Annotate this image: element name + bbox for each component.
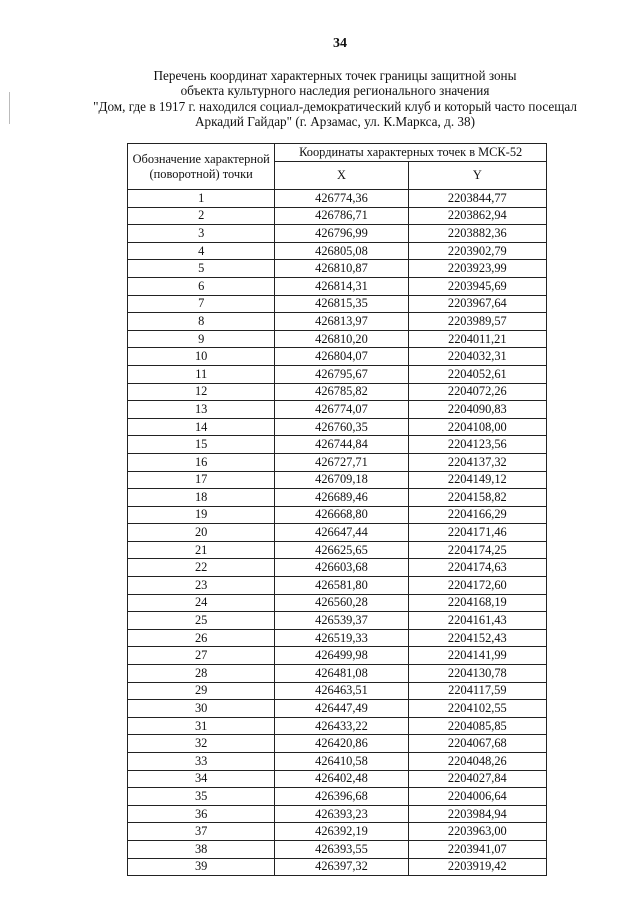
y-coordinate-cell: 2203844,77 bbox=[408, 190, 546, 208]
y-coordinate-cell: 2204102,55 bbox=[408, 700, 546, 718]
table-row bbox=[128, 506, 547, 524]
table-row bbox=[128, 594, 547, 612]
point-number-cell: 21 bbox=[128, 541, 275, 559]
x-coordinate-cell: 426760,35 bbox=[275, 418, 408, 436]
table-row bbox=[128, 295, 547, 313]
x-coordinate-cell: 426744,84 bbox=[275, 436, 408, 454]
table-row bbox=[128, 577, 547, 595]
x-coordinate-cell: 426813,97 bbox=[275, 313, 408, 331]
table-row bbox=[128, 207, 547, 225]
table-row bbox=[128, 330, 547, 348]
table-row bbox=[128, 524, 547, 542]
x-coordinate-cell: 426785,82 bbox=[275, 383, 408, 401]
table-row bbox=[128, 559, 547, 577]
point-column-header: Обозначение характерной (поворотной) точки bbox=[128, 144, 275, 190]
point-number-cell: 12 bbox=[128, 383, 275, 401]
point-number-cell: 5 bbox=[128, 260, 275, 278]
x-coordinate-cell: 426603,68 bbox=[275, 559, 408, 577]
x-coordinate-cell: 426393,23 bbox=[275, 805, 408, 823]
title-line: Перечень координат характерных точек границы защитной зоны bbox=[153, 68, 517, 83]
y-coordinate-cell: 2204149,12 bbox=[408, 471, 546, 489]
title-line: объекта культурного наследия регионального значения bbox=[180, 83, 490, 99]
table-row bbox=[128, 700, 547, 718]
x-coordinate-cell: 426804,07 bbox=[275, 348, 408, 366]
x-coordinate-cell: 426810,87 bbox=[275, 260, 408, 278]
x-coordinate-cell: 426397,32 bbox=[275, 858, 408, 876]
y-coordinate-cell: 2204161,43 bbox=[408, 612, 546, 630]
table-row bbox=[128, 242, 547, 260]
point-number-cell: 35 bbox=[128, 788, 275, 806]
y-coordinate-cell: 2204108,00 bbox=[408, 418, 546, 436]
table-row bbox=[128, 770, 547, 788]
y-coordinate-cell: 2204117,59 bbox=[408, 682, 546, 700]
y-coordinate-cell: 2204174,25 bbox=[408, 541, 546, 559]
point-number-cell: 33 bbox=[128, 753, 275, 771]
point-number-cell: 7 bbox=[128, 295, 275, 313]
x-coordinate-cell: 426647,44 bbox=[275, 524, 408, 542]
table-row bbox=[128, 840, 547, 858]
y-coordinate-cell: 2203923,99 bbox=[408, 260, 546, 278]
table-row bbox=[128, 365, 547, 383]
table-row bbox=[128, 805, 547, 823]
table-row bbox=[128, 190, 547, 208]
coordinates-column-header: Координаты характерных точек в МСК-52 bbox=[275, 144, 547, 162]
point-number-cell: 13 bbox=[128, 401, 275, 419]
y-coordinate-cell: 2203919,42 bbox=[408, 858, 546, 876]
table-row bbox=[128, 453, 547, 471]
point-number-cell: 30 bbox=[128, 700, 275, 718]
y-coordinate-cell: 2203902,79 bbox=[408, 242, 546, 260]
point-number-cell: 3 bbox=[128, 225, 275, 243]
point-number-cell: 17 bbox=[128, 471, 275, 489]
point-number-cell: 1 bbox=[128, 190, 275, 208]
y-coordinate-cell: 2204130,78 bbox=[408, 665, 546, 683]
y-coordinate-cell: 2204158,82 bbox=[408, 489, 546, 507]
x-coordinate-cell: 426420,86 bbox=[275, 735, 408, 753]
point-number-cell: 38 bbox=[128, 840, 275, 858]
point-number-cell: 16 bbox=[128, 453, 275, 471]
x-coordinate-cell: 426433,22 bbox=[275, 717, 408, 735]
table-row bbox=[128, 717, 547, 735]
x-coordinate-cell: 426796,99 bbox=[275, 225, 408, 243]
point-number-cell: 9 bbox=[128, 330, 275, 348]
point-number-cell: 32 bbox=[128, 735, 275, 753]
point-number-cell: 6 bbox=[128, 277, 275, 295]
x-coordinate-cell: 426774,36 bbox=[275, 190, 408, 208]
y-coordinate-cell: 2204166,29 bbox=[408, 506, 546, 524]
x-coordinate-cell: 426392,19 bbox=[275, 823, 408, 841]
y-coordinate-cell: 2204168,19 bbox=[408, 594, 546, 612]
x-coordinate-cell: 426625,65 bbox=[275, 541, 408, 559]
x-coordinate-cell: 426786,71 bbox=[275, 207, 408, 225]
x-coordinate-cell: 426396,68 bbox=[275, 788, 408, 806]
point-number-cell: 24 bbox=[128, 594, 275, 612]
table-row bbox=[128, 665, 547, 683]
y-coordinate-cell: 2203882,36 bbox=[408, 225, 546, 243]
point-number-cell: 20 bbox=[128, 524, 275, 542]
coordinates-table bbox=[127, 143, 547, 876]
table-row bbox=[128, 541, 547, 559]
y-coordinate-cell: 2203963,00 bbox=[408, 823, 546, 841]
x-coordinate-cell: 426447,49 bbox=[275, 700, 408, 718]
point-number-cell: 22 bbox=[128, 559, 275, 577]
point-number-cell: 19 bbox=[128, 506, 275, 524]
table-row bbox=[128, 313, 547, 331]
table-row bbox=[128, 471, 547, 489]
scan-margin-mark bbox=[9, 92, 10, 124]
table-row bbox=[128, 436, 547, 454]
table-row bbox=[128, 858, 547, 876]
table-row bbox=[128, 383, 547, 401]
x-coordinate-cell: 426519,33 bbox=[275, 629, 408, 647]
table-body bbox=[128, 190, 547, 876]
x-coordinate-cell: 426727,71 bbox=[275, 453, 408, 471]
x-coordinate-cell: 426774,07 bbox=[275, 401, 408, 419]
y-coordinate-cell: 2204174,63 bbox=[408, 559, 546, 577]
point-number-cell: 31 bbox=[128, 717, 275, 735]
point-number-cell: 39 bbox=[128, 858, 275, 876]
x-coordinate-cell: 426815,35 bbox=[275, 295, 408, 313]
x-coordinate-cell: 426810,20 bbox=[275, 330, 408, 348]
x-coordinate-cell: 426560,28 bbox=[275, 594, 408, 612]
y-coordinate-cell: 2203862,94 bbox=[408, 207, 546, 225]
y-coordinate-cell: 2203941,07 bbox=[408, 840, 546, 858]
y-column-header: Y bbox=[408, 162, 546, 190]
table-row bbox=[128, 418, 547, 436]
point-number-cell: 10 bbox=[128, 348, 275, 366]
point-number-cell: 11 bbox=[128, 365, 275, 383]
x-coordinate-cell: 426581,80 bbox=[275, 577, 408, 595]
x-coordinate-cell: 426795,67 bbox=[275, 365, 408, 383]
point-number-cell: 26 bbox=[128, 629, 275, 647]
y-coordinate-cell: 2204090,83 bbox=[408, 401, 546, 419]
point-number-cell: 36 bbox=[128, 805, 275, 823]
point-number-cell: 2 bbox=[128, 207, 275, 225]
point-number-cell: 25 bbox=[128, 612, 275, 630]
table-row bbox=[128, 401, 547, 419]
x-coordinate-cell: 426668,80 bbox=[275, 506, 408, 524]
point-number-cell: 28 bbox=[128, 665, 275, 683]
y-coordinate-cell: 2204006,64 bbox=[408, 788, 546, 806]
x-coordinate-cell: 426709,18 bbox=[275, 471, 408, 489]
y-coordinate-cell: 2204052,61 bbox=[408, 365, 546, 383]
y-coordinate-cell: 2203945,69 bbox=[408, 277, 546, 295]
page-number: 34 bbox=[333, 36, 347, 51]
table-row bbox=[128, 753, 547, 771]
x-coordinate-cell: 426393,55 bbox=[275, 840, 408, 858]
x-coordinate-cell: 426689,46 bbox=[275, 489, 408, 507]
y-coordinate-cell: 2204085,85 bbox=[408, 717, 546, 735]
x-coordinate-cell: 426499,98 bbox=[275, 647, 408, 665]
y-coordinate-cell: 2203989,57 bbox=[408, 313, 546, 331]
x-coordinate-cell: 426463,51 bbox=[275, 682, 408, 700]
title-line: Аркадий Гайдар" (г. Арзамас, ул. К.Маркса, д. 38) bbox=[194, 114, 476, 130]
point-number-cell: 8 bbox=[128, 313, 275, 331]
table-row bbox=[128, 788, 547, 806]
y-coordinate-cell: 2204072,26 bbox=[408, 383, 546, 401]
table-row bbox=[128, 629, 547, 647]
x-coordinate-cell: 426481,08 bbox=[275, 665, 408, 683]
y-coordinate-cell: 2203967,64 bbox=[408, 295, 546, 313]
y-coordinate-cell: 2204137,32 bbox=[408, 453, 546, 471]
point-number-cell: 18 bbox=[128, 489, 275, 507]
table-row bbox=[128, 277, 547, 295]
y-coordinate-cell: 2204171,46 bbox=[408, 524, 546, 542]
document-title bbox=[80, 68, 590, 130]
point-number-cell: 4 bbox=[128, 242, 275, 260]
y-coordinate-cell: 2204141,99 bbox=[408, 647, 546, 665]
y-coordinate-cell: 2204032,31 bbox=[408, 348, 546, 366]
table-row bbox=[128, 823, 547, 841]
table-row bbox=[128, 489, 547, 507]
y-coordinate-cell: 2204172,60 bbox=[408, 577, 546, 595]
y-coordinate-cell: 2204048,26 bbox=[408, 753, 546, 771]
table-row bbox=[128, 735, 547, 753]
point-number-cell: 29 bbox=[128, 682, 275, 700]
x-coordinate-cell: 426402,48 bbox=[275, 770, 408, 788]
y-coordinate-cell: 2204123,56 bbox=[408, 436, 546, 454]
title-line: "Дом, где в 1917 г. находился социал-демократический клуб и который часто посещал bbox=[93, 98, 577, 114]
y-coordinate-cell: 2204067,68 bbox=[408, 735, 546, 753]
y-coordinate-cell: 2203984,94 bbox=[408, 805, 546, 823]
table-row bbox=[128, 225, 547, 243]
point-number-cell: 23 bbox=[128, 577, 275, 595]
x-coordinate-cell: 426539,37 bbox=[275, 612, 408, 630]
table-row bbox=[128, 348, 547, 366]
point-number-cell: 14 bbox=[128, 418, 275, 436]
point-number-cell: 27 bbox=[128, 647, 275, 665]
table-row bbox=[128, 682, 547, 700]
point-number-cell: 34 bbox=[128, 770, 275, 788]
point-number-cell: 37 bbox=[128, 823, 275, 841]
table-row bbox=[128, 260, 547, 278]
x-coordinate-cell: 426805,08 bbox=[275, 242, 408, 260]
table-row bbox=[128, 647, 547, 665]
y-coordinate-cell: 2204027,84 bbox=[408, 770, 546, 788]
x-coordinate-cell: 426814,31 bbox=[275, 277, 408, 295]
point-number-cell: 15 bbox=[128, 436, 275, 454]
table-row bbox=[128, 612, 547, 630]
x-column-header: X bbox=[275, 162, 408, 190]
x-coordinate-cell: 426410,58 bbox=[275, 753, 408, 771]
y-coordinate-cell: 2204011,21 bbox=[408, 330, 546, 348]
y-coordinate-cell: 2204152,43 bbox=[408, 629, 546, 647]
